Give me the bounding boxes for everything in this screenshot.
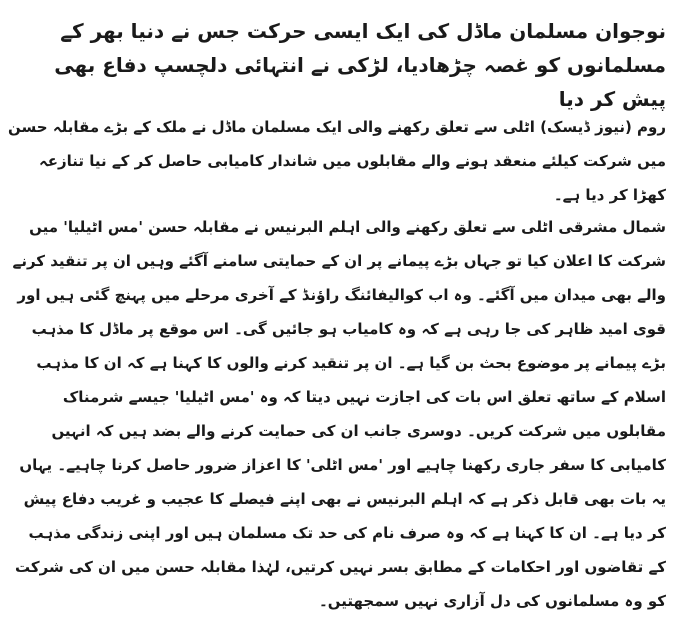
news-article — [8, 0, 666, 610]
article-paragraph-intro: روم (نیوز ڈیسک) اٹلی سے تعلق رکھنے والی ایک مسلمان ماڈل نے ملک کے بڑے مقابلہ حسن میں شرکت کیلئے منعقد ہونے والے مقابلوں میں شاندار کامیابی حاصل کر کے نیا تنازعہ کھڑا کر دیا ہے۔ — [8, 118, 666, 204]
article-headline: نوجوان مسلمان ماڈل کی ایک ایسی حرکت جس نے دنیا بھر کے مسلمانوں کو غصہ چڑھادیا، لڑکی نے انتہائی دلچسپ دفاع بھی پیش کر دیا — [54, 19, 666, 111]
article-paragraph-body: شمال مشرقی اٹلی سے تعلق رکھنے والی اہلم البرنیس نے مقابلہ حسن 'مس اٹیلیا' میں شرکت کا اعلان کیا تو جہاں بڑے پیمانے پر ان کے حمایتی سامنے آگئے وہیں ان پر تنقید کرنے والے بھی میدان میں آگئے۔ وہ اب کوالیفائنگ راؤنڈ کے آخری مرحلے میں پہنچ گئی ہیں اور قوی امید ظاہر کی جا رہی ہے کہ وہ کامیاب ہو جائیں گی۔ اس موقع پر ماڈل کا مذہب بڑے پیمانے پر موضوع بحث بن گیا ہے۔ ان پر تنقید کرنے والوں کا کہنا ہے کہ ان کا مذہب اسلام کے ساتھ تعلق اس بات کی اجازت نہیں دیتا کہ وہ 'مس اٹیلیا' جیسے شرمناک مقابلوں میں شرکت کریں۔ دوسری جانب ان کی حمایت کرنے والے بضد ہیں کہ انہیں کامیابی کا سفر جاری رکھنا چاہیے اور 'مس اٹلی' کا اعزاز ضرور حاصل کرنا چاہیے۔ یہاں یہ بات بھی قابل ذکر ہے کہ اہلم البرنیس نے بھی اپنے فیصلے کا عجیب و غریب دفاع پیش کر دیا ہے۔ ان کا کہنا ہے کہ وہ صرف نام کی حد تک مسلمان ہیں اور اپنی زندگی مذہب کے تقاضوں اور احکامات کے مطابق بسر نہیں کرتیں، لہٰذا مقابلہ حسن میں ان کی شرکت کو وہ مسلمانوں کی دل آزاری نہیں سمجھتیں۔ — [12, 218, 666, 610]
